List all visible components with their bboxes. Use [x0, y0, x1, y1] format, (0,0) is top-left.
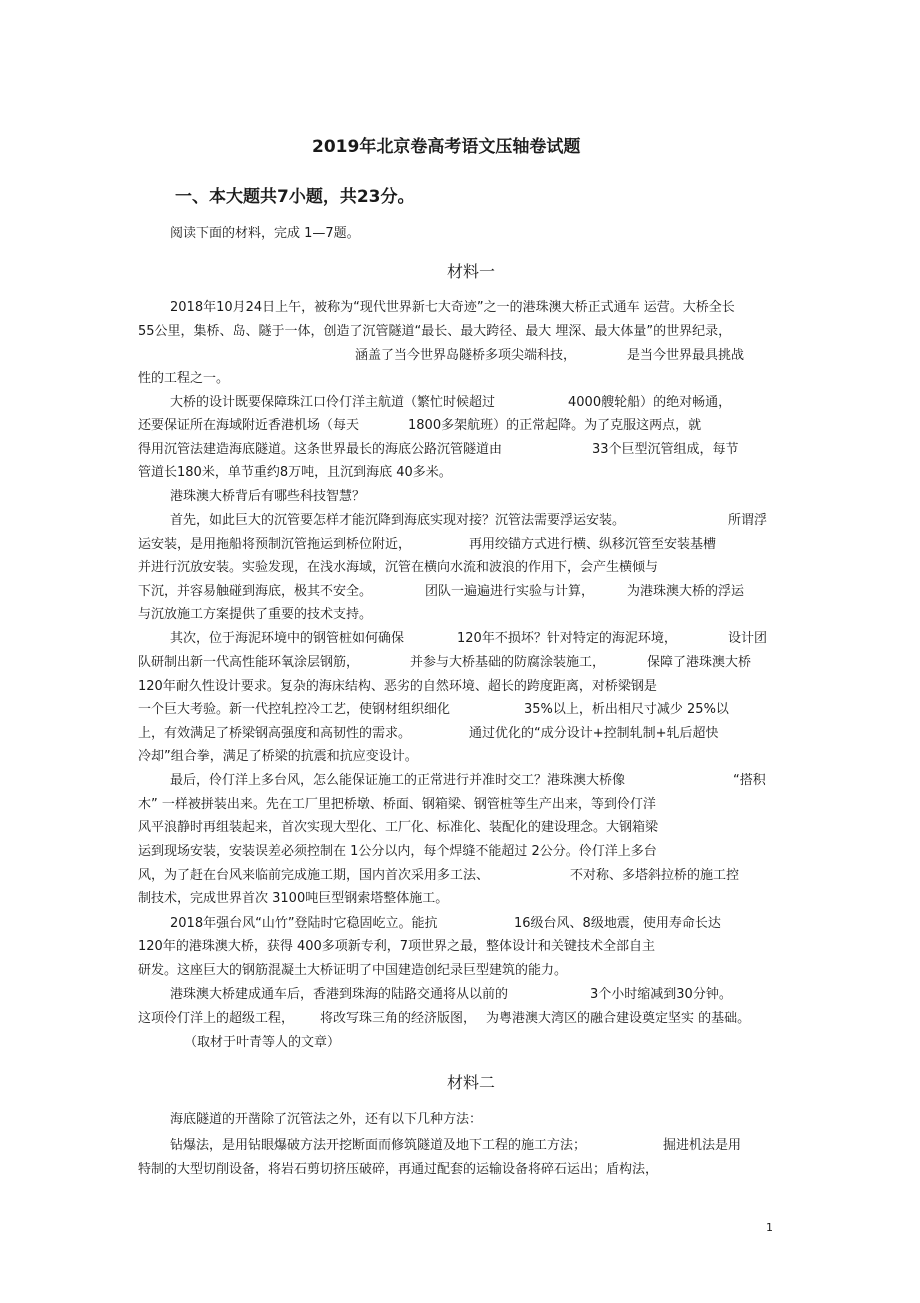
paragraph-line: 首先，如此巨大的沉管要怎样才能沉降到海底实现对接？沉管法需要浮运安装。 [170, 513, 626, 528]
paragraph-line: 特制的大型切削设备，将岩石剪切挤压破碎，再通过配套的运输设备将碎石运出；盾构法， [138, 1162, 659, 1177]
paragraph-line: 队研制出新一代高性能环氧涂层钢筋， [138, 655, 360, 670]
paragraph-line: 这项伶仃洋上的超级工程， [138, 1011, 295, 1026]
paragraph-line: 其次，位于海泥环境中的钢管桩如何确保 [170, 631, 405, 646]
paragraph-line: 运到现场安装，安装误差必须控制在 1公分以内，每个焊缝不能超过 2公分。伶仃洋上多台 [138, 844, 657, 859]
document-title: 2019年北京卷高考语文压轴卷试题 [312, 137, 581, 157]
paragraph-line: 35%以上，析出相尺寸减少 25%以 [524, 702, 729, 717]
paragraph-line: 得用沉管法建造海底隧道。这条世界最长的海底公路沉管隧道由 [138, 442, 503, 457]
paragraph-line: 港珠澳大桥背后有哪些科技智慧？ [170, 489, 366, 504]
paragraph-line: 钻爆法，是用钻眼爆破方法开挖断面而修筑隧道及地下工程的施工方法； [170, 1138, 587, 1153]
paragraph-line: 上，有效满足了桥梁钢高强度和高韧性的需求。 [138, 726, 412, 741]
material-2-heading: 材料二 [447, 1073, 496, 1092]
paragraph-line: 不对称、多塔斜拉桥的施工控 [570, 868, 740, 883]
paragraph-line: 120年耐久性设计要求。复杂的海床结构、恶劣的自然环境、超长的跨度距离，对桥梁钢是 [138, 679, 657, 694]
paragraph-line: 还要保证所在海域附近香港机场（每天 [138, 418, 360, 433]
paragraph-line: 最后，伶仃洋上多台风，怎么能保证施工的正常进行并准时交工？港珠澳大桥像 [170, 773, 626, 788]
paragraph-line: 16级台风、8级地震，使用寿命长达 [514, 916, 721, 931]
paragraph-line: 木” 一样被拼装出来。先在工厂里把桥墩、桥面、钢箱梁、钢管桩等生产出来，等到伶仃洋 [138, 797, 656, 812]
section-heading: 一、本大题共7小题，共23分。 [175, 187, 415, 207]
paragraph-line: 保障了港珠澳大桥 [647, 655, 752, 670]
paragraph-line: 研发。这座巨大的钢筋混凝土大桥证明了中国建造创纪录巨型建筑的能力。 [138, 963, 568, 978]
paragraph-line: 3个小时缩减到30分钟。 [590, 987, 732, 1002]
paragraph-line: 并进行沉放安装。实验发现，在浅水海域，沉管在横向水流和波浪的作用下，会产生横倾与 [138, 560, 659, 575]
paragraph-line: 运安装，是用拖船将预制沉管拖运到桥位附近， [138, 537, 412, 552]
paragraph-line: 团队一遍遍进行实验与计算， [425, 584, 595, 599]
source-citation: （取材于叶青等人的文章） [184, 1035, 341, 1050]
paragraph-line: 一个巨大考验。新一代控轧控冷工艺，使钢材组织细化 [138, 702, 451, 717]
paragraph-line: 为粤港澳大湾区的融合建设奠定坚实 的基础。 [486, 1011, 751, 1026]
paragraph-line: 管道长180米，单节重约8万吨，且沉到海底 40多米。 [138, 465, 452, 480]
paragraph-line: 通过优化的“成分设计+控制轧制+轧后超快 [469, 726, 719, 741]
paragraph-line: 所谓浮 [728, 513, 768, 528]
paragraph-line: 是当今世界最具挑战 [627, 348, 745, 363]
paragraph-line: 风平浪静时再组装起来，首次实现大型化、工厂化、标准化、装配化的建设理念。大钢箱梁 [138, 820, 659, 835]
paragraph-line: 2018年10月24日上午，被称为“现代世界新七大奇迹”之一的港珠澳大桥正式通车 运营。大桥全长 [170, 300, 735, 315]
paragraph-line: 下沉，并容易触碰到海底，极其不安全。 [138, 584, 373, 599]
paragraph-line: 1800多架航班）的正常起降。为了克服这两点，就 [408, 418, 702, 433]
material-1-heading: 材料一 [447, 262, 496, 281]
paragraph-line: 风，为了赶在台风来临前完成施工期，国内首次采用多工法、 [138, 868, 490, 883]
paragraph-line: 2018年强台风“山竹”登陆时它稳固屹立。能抗 [170, 916, 438, 931]
paragraph-line: 海底隧道的开凿除了沉管法之外，还有以下几种方法： [170, 1112, 483, 1127]
paragraph-line: 设计团 [728, 631, 768, 646]
paragraph-line: “搭积 [733, 773, 766, 788]
paragraph-line: 并参与大桥基础的防腐涂装施工， [410, 655, 606, 670]
paragraph-line: 再用绞锚方式进行横、纵移沉管至安装基槽 [469, 537, 717, 552]
paragraph-line: 性的工程之一。 [138, 371, 230, 386]
paragraph-line: 120年不损坏？针对特定的海泥环境， [457, 631, 677, 646]
paragraph-line: 大桥的设计既要保障珠江口伶仃洋主航道（繁忙时候超过 [170, 395, 496, 410]
paragraph-line: 制技术，完成世界首次 3100吨巨型钢索塔整体施工。 [138, 891, 449, 906]
paragraph-line: 与沉放施工方案提供了重要的技术支持。 [138, 607, 373, 622]
paragraph-line: 将改写珠三角的经济版图， [320, 1011, 477, 1026]
paragraph-line: 冷却”组合拳，满足了桥梁的抗震和抗应变设计。 [138, 749, 418, 764]
paragraph-line: 120年的港珠澳大桥，获得 400多项新专利，7项世界之最，整体设计和关键技术全部自主 [138, 939, 656, 954]
paragraph-line: 涵盖了当今世界岛隧桥多项尖端科技， [355, 348, 577, 363]
intro-instruction: 阅读下面的材料，完成 1—7题。 [170, 226, 360, 241]
paragraph-line: 33个巨型沉管组成，每节 [592, 442, 739, 457]
paragraph-line: 4000艘轮船）的绝对畅通， [568, 395, 732, 410]
paragraph-line: 掘进机法是用 [663, 1138, 742, 1153]
paragraph-line: 55公里，集桥、岛、隧于一体，创造了沉管隧道“最长、最大跨径、最大 埋深、最大体量”的世界纪录， [138, 324, 732, 339]
paragraph-line: 为港珠澳大桥的浮运 [627, 584, 745, 599]
page-number: 1 [766, 1221, 773, 1234]
paragraph-line: 港珠澳大桥建成通车后，香港到珠海的陆路交通将从以前的 [170, 987, 509, 1002]
